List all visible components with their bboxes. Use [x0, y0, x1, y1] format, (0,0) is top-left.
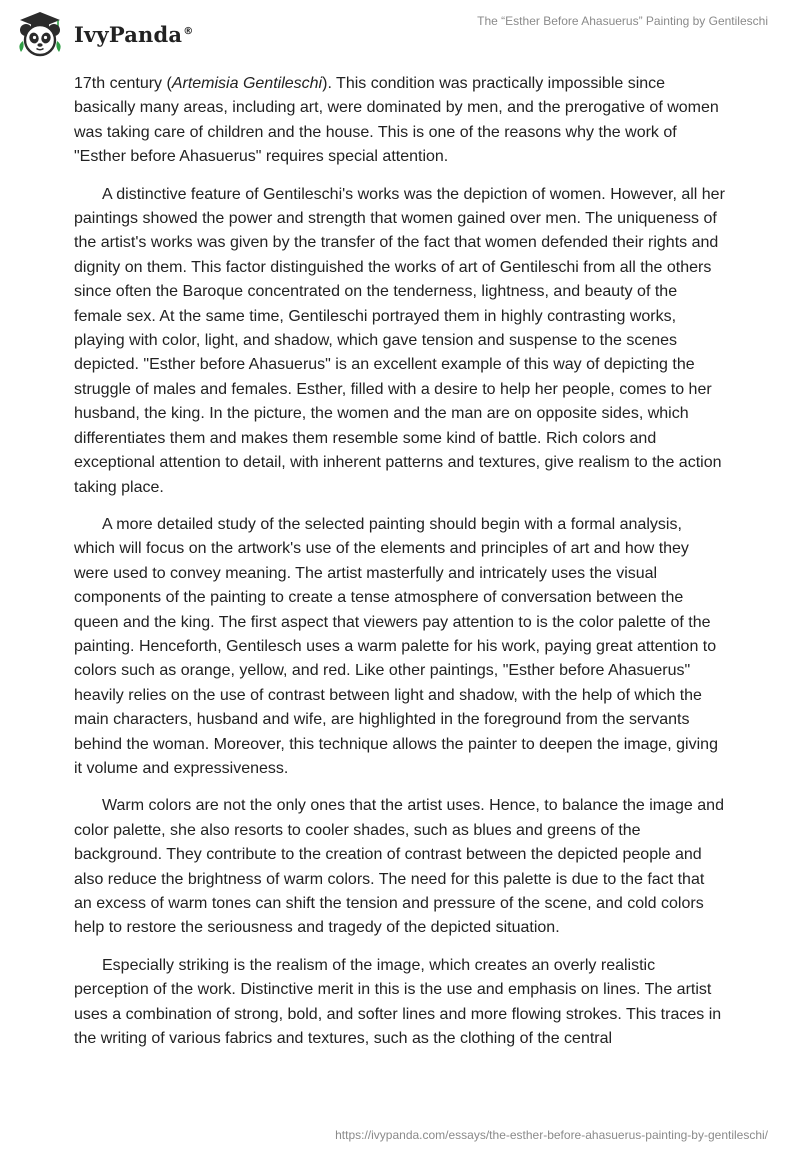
- artist-name-italic: Artemisia Gentileschi: [171, 75, 323, 92]
- paragraph-1: 17th century (Artemisia Gentileschi). This condition was practically impossible since basically many areas, including art, were dominated by men, and the prerogative of women was taking care of children and the house. This is one of the reasons why the work of "Esther before Ahasuerus" requires special attention.: [74, 75, 719, 166]
- paragraph-3: A more detailed study of the selected painting should begin with a formal analysis, which will focus on the artwork's use of the elements and principles of art and how they were used to convey meaning. The artist masterfully and intricately uses the visual components of the painting to create a tense atmosphere of conversation between the queen and the king. The first aspect that viewers pay attention to is the color palette of the painting. Henceforth, Gentilesch uses a warm palette for his work, paying great attention to colors such as orange, yellow, and red. Like other paintings, "Esther before Ahasuerus" heavily relies on the use of contrast between light and shadow, with the help of which the main characters, husband and wife, are highlighted in the foreground from the servants behind the woman. Moreover, this technique allows the painter to deepen the image, giving it volume and expressiveness.: [74, 515, 718, 777]
- essay-body: [74, 72, 726, 1064]
- paragraph-2: A distinctive feature of Gentileschi's works was the depiction of women. However, all her paintings showed the power and strength that women gained over men. The uniqueness of the artist's works was given by the transfer of the fact that women defended their rights and dignity on them. This factor distinguished the works of art of Gentileschi from all the others since often the Baroque concentrated on the tenderness, lightness, and beauty of the female sex. At the same time, Gentileschi portrayed them in highly contrasting works, playing with color, light, and shadow, which gave tension and suspense to the scenes depicted. "Esther before Ahasuerus" is an excellent example of this way of depicting the struggle of males and females. Esther, filled with a desire to help her people, comes to her husband, the king. In the picture, the women and the man are on opposite sides, which differentiates them and makes them resemble some kind of battle. Rich colors and exceptional attention to detail, with inherent patterns and textures, give realism to the action taking place.: [74, 185, 725, 496]
- paragraph-4: Warm colors are not the only ones that the artist uses. Hence, to balance the image and color palette, she also resorts to cooler shades, such as blues and greens of the background. They contribute to the creation of contrast between the depicted people and also reduce the brightness of warm colors. The need for this palette is due to the fact that an excess of warm tones can shift the tension and pressure of the scene, and cold colors help to restore the seriousness and tragedy of the depicted situation.: [74, 797, 724, 937]
- registered-mark: ®: [183, 25, 194, 37]
- source-url-link[interactable]: https://ivypanda.com/essays/the-esther-before-ahasuerus-painting-by-gentileschi/: [335, 1128, 768, 1142]
- document-title: The “Esther Before Ahasuerus” Painting by Gentileschi: [477, 14, 768, 28]
- ivypanda-logo[interactable]: [14, 8, 193, 60]
- brand-name: IvyPanda®: [74, 21, 194, 47]
- paragraph-5: Especially striking is the realism of the image, which creates an overly realistic perception of the work. Distinctive merit in this is the use and emphasis on lines. The artist uses a combination of strong, bold, and softer lines and more flowing strokes. This traces in the writing of various fabrics and textures, such as the clothing of the central: [74, 956, 722, 1048]
- panda-graduate-icon: [14, 8, 66, 60]
- page-header: [0, 0, 800, 70]
